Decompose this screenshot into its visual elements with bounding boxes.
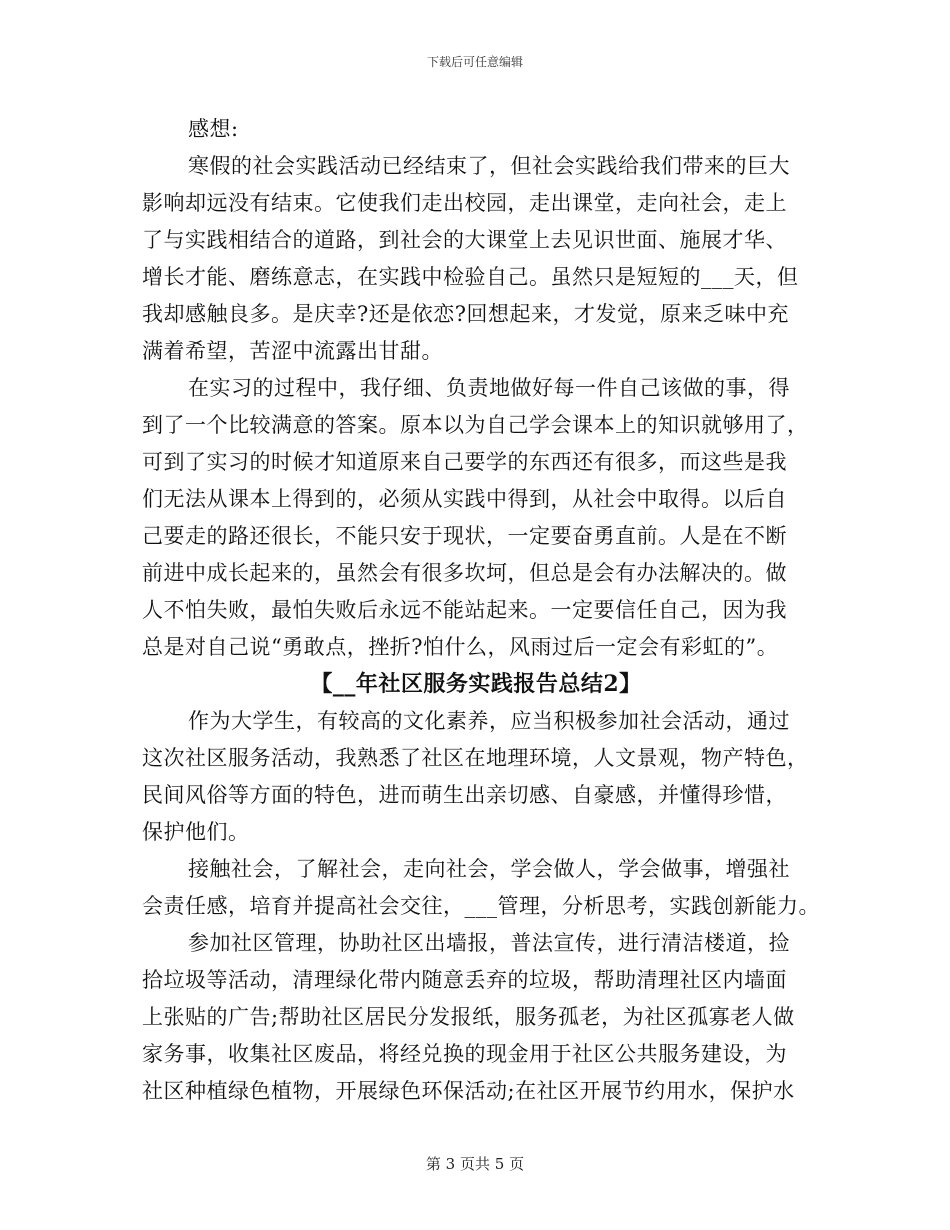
- text-line: 家务事，收集社区废品，将经兑换的现金用于社区公共服务建设，为: [142, 1042, 787, 1066]
- text-line: 会责任感，培育并提高社会交往，___管理，分析思考，实践创新能力。: [142, 894, 820, 918]
- text-line: 前进中成长起来的，虽然会有很多坎坷，但总是会有办法解决的。做: [142, 561, 787, 585]
- paragraph: [142, 703, 810, 851]
- paragraph: [142, 851, 820, 925]
- text-line: 人不怕失败，最怕失败后永远不能站起来。一定要信任自己，因为我: [142, 598, 787, 622]
- section-reflection: [142, 111, 810, 666]
- text-line: 己要走的路还很长，不能只安于现状，一定要奋勇直前。人是在不断: [142, 524, 787, 548]
- text-line: 满着希望，苦涩中流露出甘甜。: [142, 339, 443, 363]
- section-community-service: [142, 703, 820, 1110]
- text-line: 在实习的过程中，我仔细、负责地做好每一件自己该做的事，得: [188, 376, 790, 400]
- text-line: 可到了实习的时候才知道原来自己要学的东西还有很多，而这些是我: [142, 450, 787, 474]
- text-line: 接触社会，了解社会，走向社会，学会做人，学会做事，增强社: [188, 857, 790, 881]
- text-line: 拾垃圾等活动，清理绿化带内随意丢弃的垃圾，帮助清理社区内墙面: [142, 968, 787, 992]
- text-line: 社区种植绿色植物，开展绿色环保活动;在社区开展节约用水，保护水: [142, 1079, 795, 1103]
- text-line: 民间风俗等方面的特色，进而萌生出亲切感、自豪感，并懂得珍惜，: [142, 783, 787, 807]
- text-line: 我却感触良多。是庆幸?还是依恋?回想起来，才发觉，原来乏味中充: [142, 302, 790, 326]
- document-body: [142, 111, 820, 1110]
- paragraph: [142, 111, 810, 148]
- text-line: 参加社区管理，协助社区出墙报，普法宣传，进行清洁楼道，捡: [188, 931, 790, 955]
- text-line: 了与实践相结合的道路，到社会的大课堂上去见识世面、施展才华、: [142, 228, 787, 252]
- text-line: 到了一个比较满意的答案。原本以为自己学会课本上的知识就够用了，: [142, 413, 809, 437]
- text-line: 们无法从课本上得到的，必须从实践中得到，从社会中取得。以后自: [142, 487, 787, 511]
- paragraph: [142, 148, 810, 370]
- text-line: 上张贴的广告;帮助社区居民分发报纸，服务孤老，为社区孤寡老人做: [142, 1005, 795, 1029]
- paragraph: [142, 925, 810, 1110]
- paragraph: [142, 370, 810, 666]
- page-header: 下载后可任意编辑: [426, 55, 523, 69]
- section-heading: 【__年社区服务实践报告总结2】: [310, 671, 642, 697]
- text-line: 寒假的社会实践活动已经结束了，但社会实践给我们带来的巨大: [188, 154, 790, 178]
- text-line: 增长才能、磨练意志，在实践中检验自己。虽然只是短短的___天，但: [142, 265, 799, 289]
- text-line: 总是对自己说“勇敢点，挫折?怕什么，风雨过后一定会有彩虹的”。: [142, 635, 779, 659]
- page-footer: 第 3 页共 5 页: [425, 1155, 525, 1173]
- text-line: 这次社区服务活动，我熟悉了社区在地理环境，人文景观，物产特色，: [142, 746, 809, 770]
- text-line: 保护他们。: [142, 820, 250, 844]
- text-line: 感想:: [188, 117, 239, 141]
- text-line: 影响却远没有结束。它使我们走出校园，走出课堂，走向社会，走上: [142, 191, 787, 215]
- text-line: 作为大学生，有较高的文化素养，应当积极参加社会活动，通过: [188, 709, 790, 733]
